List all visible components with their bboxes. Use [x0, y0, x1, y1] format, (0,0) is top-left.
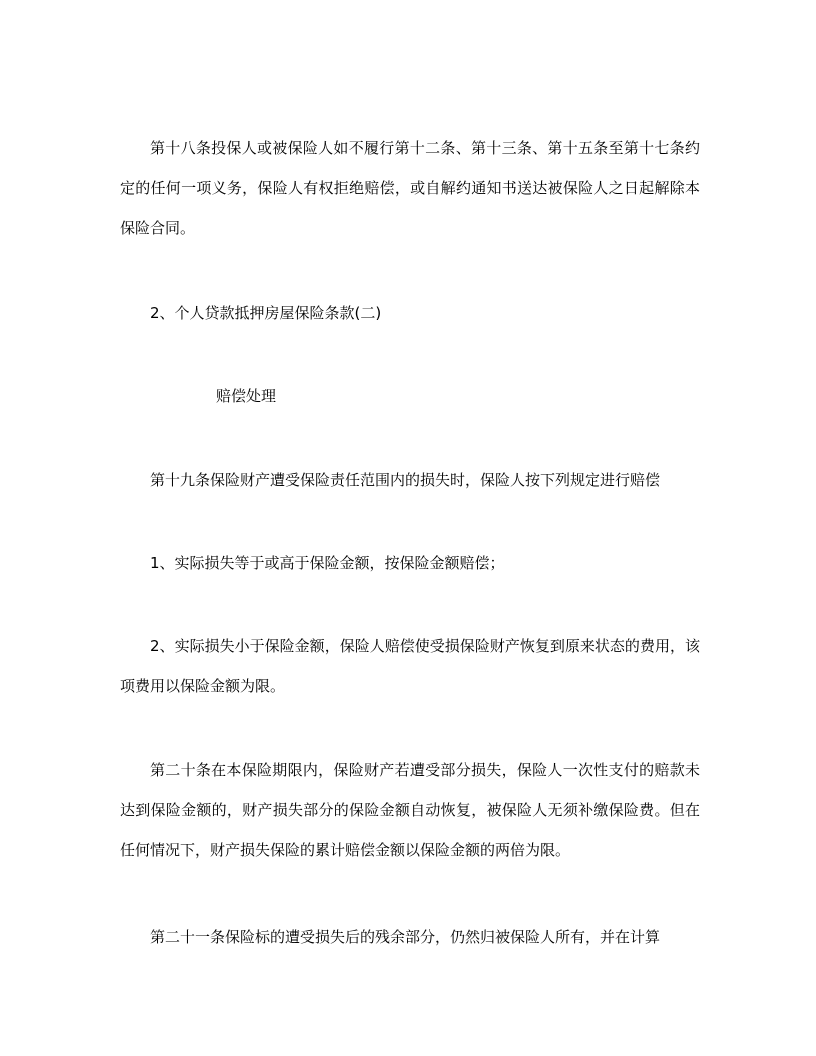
section-title-2: 2、个人贷款抵押房屋保险条款(二)	[150, 304, 382, 322]
paragraph-article-20: 第二十条在本保险期限内，保险财产若遭受部分损失，保险人一次性支付的赔款未达到保险金额的，财产损失部分的保险金额自动恢复，被保险人无须补缴保险费。但在任何情况下，财产损失保险的累计赔偿金额以保险金额的两倍为限。	[120, 761, 700, 859]
paragraph-article-21: 第二十一条保险标的遭受损失后的残余部分，仍然归被保险人所有，并在计算	[150, 928, 661, 946]
list-item-1: 1、实际损失等于或高于保险金额，按保险金额赔偿；	[150, 554, 505, 572]
paragraph-article-19: 第十九条保险财产遭受保险责任范围内的损失时，保险人按下列规定进行赔偿	[150, 471, 661, 489]
paragraph-article-18: 第十八条投保人或被保险人如不履行第十二条、第十三条、第十五条至第十七条约定的任何一项义务，保险人有权拒绝赔偿，或自解约通知书送达被保险人之日起解除本保险合同。	[120, 139, 700, 237]
heading-claims-handling: 赔偿处理	[216, 387, 277, 405]
list-item-2: 2、实际损失小于保险金额，保险人赔偿使受损保险财产恢复到原来状态的费用，该项费用以保险金额为限。	[120, 637, 700, 695]
